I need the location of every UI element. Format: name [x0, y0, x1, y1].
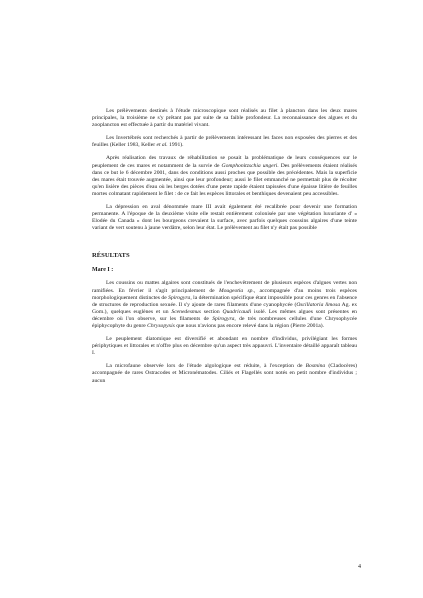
page-number: 4	[358, 564, 361, 570]
text-run: La dépression en aval dénommée mare III avait également été recalibrée pour devenir une formation permanente. A l'époque de la deuxième visite elle restait entièrement colonisée par une végétation luxuriante d' « Elodée du Canada » dont les bourgeons crevaient la surface, avec parfois quelques coussins algaires d'une teinte variant de vert soutenu à jaune verdâtre, selon leur état. Le prélèvement au filet n'y était pas possible	[92, 204, 357, 232]
text-run: , la détermination spécifique étant impossible pour ces genres en l'absence de structures de reproduction sexuée. Il s'y ajoute de rares filaments d'une cyanophycée (	[92, 294, 357, 308]
body-text	[92, 108, 357, 385]
text-run: Les coussins ou mattes algaires sont constitués de l'enchevêtrement de plusieurs espèces d'algues vertes non ramifiées. En février il s'agit principalement de	[92, 280, 357, 294]
paragraph-diatoms	[92, 336, 357, 357]
paragraph-sampling	[92, 108, 357, 129]
text-run: Les prélèvements destinés à l'étude microscopique sont réalisés au filet à plancton dans les deux mares principales, la troisième ne s'y prêtant pas par suite de sa faible profondeur. La reconnaissance des algues et du zooplancton est effectuée à partir du matériel vivant.	[92, 108, 357, 129]
text-run: Le peuplement diatomique est diversifié et abondant en nombre d'individus, privilégiant les formes périphytiques et littorales et n'offre plus en décembre qu'un aspect très appauvri. L'inventaire détaillé apparaît tableau I.	[92, 336, 357, 357]
italic-term: Spirogyra	[168, 294, 191, 301]
italic-term: Gomphonitzschia ungeri.	[221, 162, 279, 169]
text-run: isolé. Les mêmes algues sont présentes en décembre où l'on observe, sur les filaments de	[92, 308, 357, 322]
paragraph-invertebrates	[92, 135, 357, 149]
italic-term: Spirogyra	[212, 315, 235, 322]
italic-term: Bosmina	[305, 363, 326, 370]
text-run: , accompagnée d'au moins trois espèces morphologiquement distinctes de	[92, 287, 357, 301]
subsection-heading-mare-one: Mare I :	[92, 267, 114, 274]
paragraph-algal-mats	[92, 280, 357, 330]
text-run: Des prélèvements étaient réalisés dans ce but le 6 décembre 2001, dans des conditions aussi proches que possible des précédentes. Mais la superficie des mares était trouvée augmentée, ainsi que leur profondeur; aussi le filet emmanché ne permettait plus de récolter qu'en lisière des pièces d'eau où les berges dotées d'une pente rapide étaient tapissées d'une épaisse litière de feuilles mortes colmatant rapidement le filet : de ce fait les espèces littorales et benthiques devenaient peu accessibles.	[92, 162, 358, 197]
text-run: Les Invertébrés sont recherchés à partir de prélèvements intéressant les faces non exposées des pierres et des feuilles (Keller 1983, Keller	[92, 135, 357, 149]
paragraph-microfauna	[92, 363, 357, 384]
section-heading-results: RÉSULTATS	[92, 252, 130, 260]
italic-term: Quadricaudi	[222, 308, 252, 315]
italic-term: Oscillatoria limosa	[296, 301, 341, 308]
italic-term: et al.	[156, 142, 168, 149]
paragraph-mare-three	[92, 204, 357, 232]
text-run: section	[200, 308, 223, 315]
text-run: (Cladocères) accompagnée de rares Ostracodes et Micronématodes. Ciliés et Flagellés sont notés en petit nombre d'individus ; aucun	[92, 363, 357, 384]
text-run: Ag. ex Gom.), quelques euglènes et un	[92, 301, 357, 315]
italic-term: Mougeotia sp.	[218, 287, 254, 294]
italic-term: Scenedesmus	[171, 308, 201, 315]
text-run: , de très nombreuses cellules d'une Chrysophycée épiphycophyte du genre	[92, 315, 357, 329]
text-run: que nous n'avions pas encore relevé dans la région (Pierre 2001a).	[174, 322, 325, 329]
text-run: La microfaune observée lors de l'étude algologique est réduite, à l'exception de	[106, 363, 306, 370]
text-run: Après réalisation des travaux de réhabilitation se posait la problématique de leurs conséquences sur le peuplement de ces mares et notamment de la survie de	[92, 155, 357, 169]
paragraph-rehabilitation	[92, 155, 357, 198]
text-run: 1991).	[167, 142, 184, 149]
italic-term: Chrysopyxis	[147, 322, 175, 329]
